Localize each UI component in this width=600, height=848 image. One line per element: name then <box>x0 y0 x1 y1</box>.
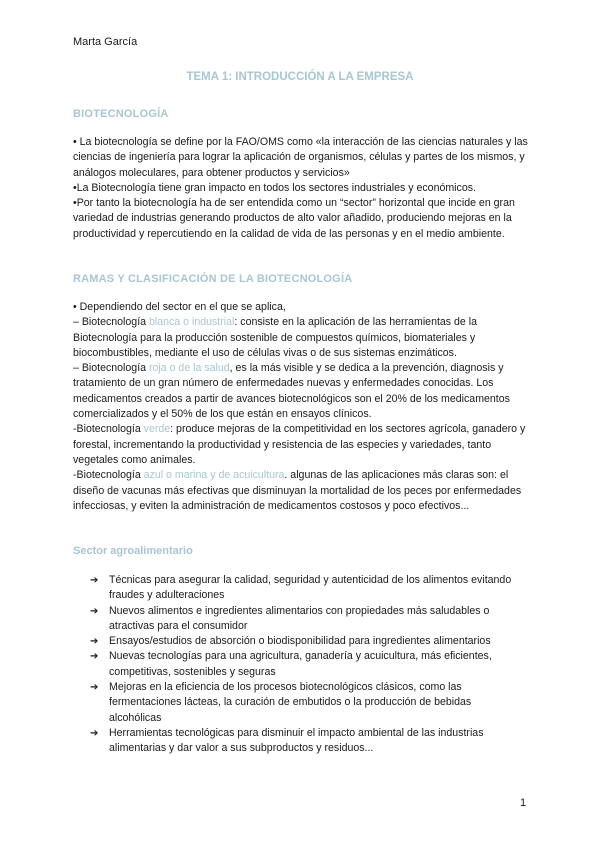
list-item: ➔ Herramientas tecnológicas para disminuir el impacto ambiental de las industrias alimentarias y dar valor a sus subproductos y residuos... <box>90 726 484 755</box>
rama-verde: -Biotecnología verde: produce mejoras de la competitividad en los sectores agrícola, ganadero y forestal, incrementando la productividad y resistencia de las especies y variedades, tanto vegetales como animales. <box>73 423 526 466</box>
author-name: Marta García <box>73 36 138 48</box>
section-heading-biotecnologia: BIOTECNOLOGÍA <box>73 108 169 120</box>
section-heading-ramas: RAMAS Y CLASIFICACIÓN DE LA BIOTECNOLOGÍA <box>73 273 353 285</box>
page-number: 1 <box>520 797 527 809</box>
document-title: TEMA 1: INTRODUCCIÓN A LA EMPRESA <box>186 71 414 83</box>
agro-bullet-list <box>90 573 520 757</box>
list-item: ➔ Nuevos alimentos e ingredientes alimentarios con propiedades más saludables o atractivas para el consumidor <box>90 604 490 632</box>
arrow-right-icon: ➔ <box>90 651 99 663</box>
section-body-ramas <box>73 300 528 514</box>
paragraph: •Por tanto la biotecnología ha de ser entendida como un “sector” horizontal que incide en gran variedad de industrias generando productos de alto valor añadido, produciendo mejoras en la productividad y repercutiendo en la calidad de vida de las personas y en el medio ambiente. <box>73 197 515 240</box>
section-heading-agroalimentario: Sector agroalimentario <box>73 545 193 557</box>
list-item: ➔ Nuevas tecnologías para una agricultura, ganadería y acuicultura, más eficientes, competitivas, sostenibles y seguras <box>90 650 492 678</box>
highlight-term: roja o de la salud <box>148 362 230 375</box>
rama-azul: -Biotecnología azul o marina y de acuicultura. algunas de las aplicaciones más claras son: el diseño de vacunas más efectivas que disminuyan la mortalidad de los peces por enfermedades infecciosas, y eviten la administración de medicamentos costosos y poco efectivos... <box>73 469 522 512</box>
section-body-biotecnologia <box>73 135 528 242</box>
arrow-right-icon: ➔ <box>90 682 99 694</box>
arrow-right-icon: ➔ <box>90 636 99 648</box>
arrow-right-icon: ➔ <box>90 727 99 739</box>
list-item: ➔ Mejoras en la eficiencia de los procesos biotecnológicos clásicos, como las fermentaciones lácteas, la curación de embutidos o la producción de bebidas alcohólicas <box>90 681 472 724</box>
arrow-right-icon: ➔ <box>90 605 99 617</box>
arrow-right-icon: ➔ <box>90 575 99 586</box>
paragraph: • La biotecnología se define por la FAO/OMS como «la interacción de las ciencias naturales y las ciencias de ingeniería para lograr la aplicación de organismos, células y partes de los mismos, y análogos moleculares, para obtener productos y servicios» <box>73 136 528 179</box>
rama-blanca: – Biotecnología blanca o industrial: consiste en la aplicación de las herramientas de la Biotecnología para la producción sostenible de compuestos químicos, biomateriales y biocombustibles, mediante el uso de células vivas o de sus sistemas enzimáticos. <box>73 316 478 359</box>
list-item: ➔ Ensayos/estudios de absorción o biodisponibilidad para ingredientes alimentarios <box>90 634 520 649</box>
list-item: ➔ Técnicas para asegurar la calidad, seguridad y autenticidad de los alimentos evitando fraudes y adulteraciones <box>90 574 512 602</box>
highlight-term: blanca o industrial <box>148 316 235 329</box>
highlight-term: verde <box>143 423 171 436</box>
highlight-term: azul o marina y de acuicultura <box>143 469 285 482</box>
paragraph-intro: • Dependiendo del sector en el que se aplica, <box>73 301 286 313</box>
rama-roja: – Biotecnología roja o de la salud, es la más visible y se dedica a la prevención, diagnosis y tratamiento de un gran número de enfermedades nuevas y enfermedades conocidas. Los medicamentos creados a partir de avances biotecnológicos son el 20% de los medicamentos comercializados y el 50% de los que están en ensayos clínicos. <box>73 362 510 421</box>
paragraph: •La Biotecnología tiene gran impacto en todos los sectores industriales y económicos. <box>73 181 476 194</box>
